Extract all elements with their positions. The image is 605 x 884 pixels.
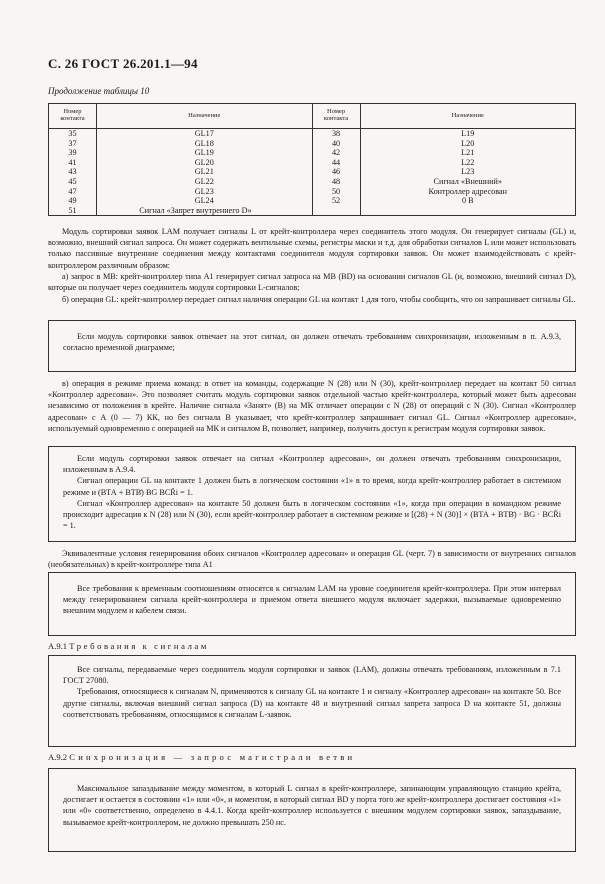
boxed-requirement: Все сигналы, передаваемые через соединитель модуля сортировки и заявок (LAM), должны отвечать требованиям, изложенным в 7.1 ГОСТ 27080. Требования, относящиеся к сигналам N, применяются к сигналу GL на контакте 1 и сигналу «Контроллер адресован» на контакте 50. Все другие сигналы, включая внешний сигнал запроса (D) на контакте 48 и внутренний сигнал запрета запроса D на контакте 51, должны соответствовать требованиям, относящимся к сигналам L-заявок. [48, 655, 576, 747]
contact-number: 41 [49, 158, 97, 168]
contact-purpose: Контроллер адресован [360, 187, 575, 197]
contact-number: 51 [49, 206, 97, 216]
paragraph: Эквивалентные условия генерирования обоих сигналов «Контроллер адресован» и операция GL (черт. 7) в зависимости от внутренних сигналов (необязательных) в крейт-контроллере типа А1 [48, 549, 576, 570]
contact-number: 50 [312, 187, 360, 197]
boxed-requirement: Все требования к временным соотношениям относятся к сигналам LAM на уровне соединителя крейт-контроллера. При этом интервал между генерированием сигнала крейт-контроллера и приемом ответа внешнего модуля включает задержки, вызываемые одновременно внешним модулем и кабелем связи. [48, 572, 576, 636]
contact-purpose: L21 [360, 148, 575, 158]
col-header-number: Номер контакта [312, 104, 360, 129]
section-heading: А.9.1 Требования к сигналам [48, 641, 209, 651]
paragraph: Модуль сортировки заявок LAM получает сигналы L от крейт-контроллера через соединитель этого модуля. Он генерирует сигналы (GL) и, возможно, внешний сигнал запроса. Он может содержать вентильные схемы, регистры маски и т.д. для обработки сигналов L или может использовать только пассивные внутренние соединения между контактами соединителя модуля сортировки заявок. Он может взаимодействовать с крейт-контроллером различным образом: [48, 227, 576, 270]
contact-number: 49 [49, 196, 97, 206]
contact-purpose: L22 [360, 158, 575, 168]
col-header-purpose: Назначение [360, 104, 575, 129]
contact-purpose: GL19 [96, 148, 312, 158]
contacts-table [48, 103, 576, 216]
contact-number: 47 [49, 187, 97, 197]
contact-number: 48 [312, 177, 360, 187]
table-row [49, 129, 576, 139]
page-header: С. 26 ГОСТ 26.201.1—94 [48, 56, 198, 71]
contact-purpose: Сигнал «Внешний» [360, 177, 575, 187]
contact-purpose: Сигнал «Запрет внутреннего D» [96, 206, 312, 216]
section-heading: А.9.2 Синхронизация — запрос магистрали ветви [48, 752, 356, 762]
table-row [49, 139, 576, 149]
paragraph: в) операция в режиме приема команд: в ответ на команды, содержащие N (28) или N (30), крейт-контроллер передает на контакт 50 сигнал «Контроллер адресован». Это позволяет считать модуль сортировки заявок отдельной частью крейт-контроллера, который может быть адресован независимо от положения в крейте. Наличие сигнала «Занят» (В) на МК отличает операции с N (28) от операций с N (30). Сигнал «Контроллер адресован» с А (0 — 7) КК, но без сигнала В указывает, что крейт-контроллер запрашивает сигнал GL. Сигнал «Контроллер адресован», используемый одновременно с операцией на МК и сигналом В, позволяет, например, получить доступ к регистрам модуля сортировки заявок. [48, 379, 576, 433]
contact-purpose: GL18 [96, 139, 312, 149]
contact-purpose: GL23 [96, 187, 312, 197]
table-row [49, 167, 576, 177]
contact-number: 38 [312, 129, 360, 139]
contact-purpose: GL20 [96, 158, 312, 168]
contact-purpose [360, 206, 575, 216]
contact-number: 42 [312, 148, 360, 158]
boxed-requirement: Если модуль сортировки заявок отвечает на этот сигнал, он должен отвечать требованиям синхронизации, изложенным в п. А.9.3, согласно временной диаграмме; [48, 320, 576, 372]
boxed-requirement: Максимальное запаздывание между моментом, в который L сигнал в крейт-контроллере, запинающим управляющую станцию крейта, достигает и остается в состоянии «1» или «0», и моментом, в который сигнал BD у порта того же крейт-контроллера достигает состояния «1» или «0» соответственно, определено в 4.4.1. Когда крейт-контроллер используется с внешним модулем сортировки заявок, запаздывание, вызываемое крейт-контроллером, не должно превышать 250 нс. [48, 768, 576, 852]
contact-purpose: L23 [360, 167, 575, 177]
paragraph: б) операция GL: крейт-контроллер передает сигнал наличия операции GL на контакт 1 для того, чтобы сообщить, что он запрашивает сигналы GL. [62, 295, 576, 304]
contact-purpose: L19 [360, 129, 575, 139]
paragraph: а) запрос в МВ: крейт-контроллер типа А1 генерирует сигнал запроса на МВ (BD) на основании сигналов GL (и, возможно, внешний сигнал D), которые он получает через соединитель модуля сортировки L-сигналов; [48, 272, 576, 293]
contact-purpose: GL21 [96, 167, 312, 177]
contact-purpose: GL24 [96, 196, 312, 206]
contact-purpose: GL17 [96, 129, 312, 139]
contact-number: 43 [49, 167, 97, 177]
table-row [49, 158, 576, 168]
contact-number: 37 [49, 139, 97, 149]
boxed-requirement: Если модуль сортировки заявок отвечает на сигнал «Контроллер адресован», он должен отвечать требованиям синхронизации, изложенным в А.9.4. Сигнал операции GL на контакте 1 должен быть в логическом состоянии «1» в то время, когда крейт-контроллер работает в системном режиме и (ВТА + ВТВ̄) BG BCR̄i = 1. Сигнал «Контроллер адресован» на контакте 50 должен быть в логическом состоянии «1», когда при операции в командном режиме происходит адресация к N (28) или N (30), если крейт-контроллер работает в системном режиме и [(28) + N (30)] × (ВТА + ВТВ̄) · BG · BCR̄i = 1. [48, 446, 576, 542]
contact-number: 40 [312, 139, 360, 149]
contact-number [312, 206, 360, 216]
table-row [49, 177, 576, 187]
table-row [49, 148, 576, 158]
contact-purpose: GL22 [96, 177, 312, 187]
contact-purpose: 0 В [360, 196, 575, 206]
contact-purpose: L20 [360, 139, 575, 149]
contact-number: 46 [312, 167, 360, 177]
contact-number: 39 [49, 148, 97, 158]
contact-number: 35 [49, 129, 97, 139]
table-row [49, 206, 576, 216]
contact-number: 45 [49, 177, 97, 187]
table-continuation-caption: Продолжение таблицы 10 [48, 86, 150, 96]
col-header-number: Номер контакта [49, 104, 97, 129]
col-header-purpose: Назначение [96, 104, 312, 129]
contact-number: 44 [312, 158, 360, 168]
contact-number: 52 [312, 196, 360, 206]
table-row [49, 187, 576, 197]
table-row [49, 196, 576, 206]
